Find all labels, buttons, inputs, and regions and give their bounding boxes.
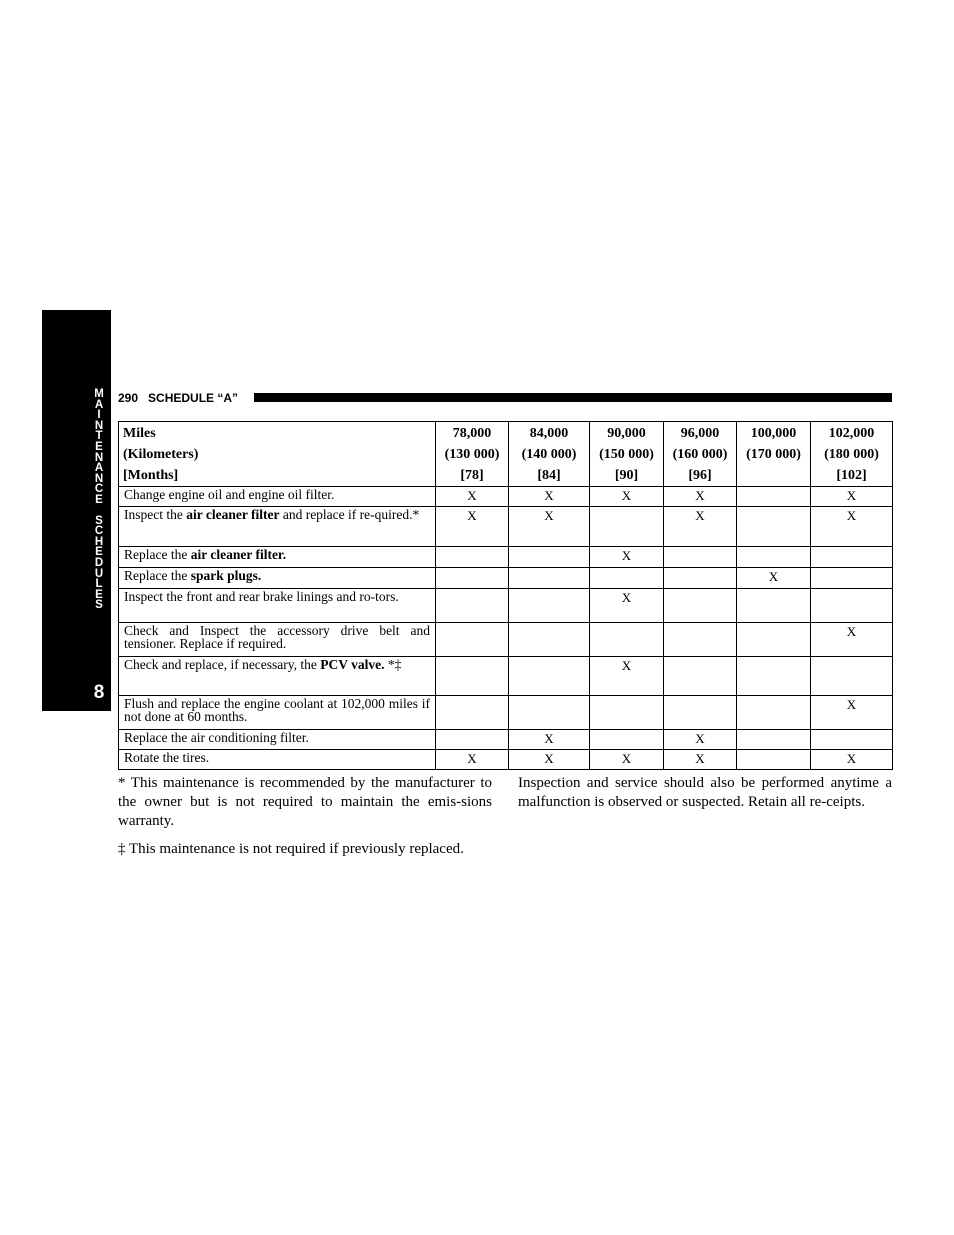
schedule-row <box>119 487 893 507</box>
schedule-row <box>119 696 893 730</box>
tab-letter: S <box>95 514 103 527</box>
service-mark <box>664 657 737 696</box>
service-description <box>119 589 436 623</box>
service-mark: X <box>811 696 893 730</box>
service-mark <box>811 568 893 589</box>
tab-letter: N <box>94 472 104 485</box>
service-text: *‡ <box>384 657 402 672</box>
service-mark <box>436 696 509 730</box>
service-mark <box>737 657 811 696</box>
service-mark <box>737 750 811 770</box>
service-description <box>119 487 436 507</box>
tab-letter: A <box>94 462 104 475</box>
service-text: Flush and replace the engine coolant at 102,000 miles if not done at 60 months. <box>124 696 430 724</box>
section-tab-label <box>90 389 108 611</box>
tab-letter: N <box>94 419 104 432</box>
tab-letter: C <box>94 483 104 496</box>
tab-letter: T <box>95 430 103 443</box>
interval-column-header: 84,000 (140 000) [84] <box>509 422 590 487</box>
service-description <box>119 657 436 696</box>
service-mark <box>436 568 509 589</box>
kilometers-label: (Kilometers) <box>123 447 199 462</box>
service-mark: X <box>811 623 893 657</box>
service-text: Check and replace, if necessary, the <box>124 657 321 672</box>
interval-column-header: 102,000 (180 000) [102] <box>811 422 893 487</box>
service-mark: X <box>436 507 509 547</box>
tab-letter: E <box>95 588 103 601</box>
service-mark: X <box>509 750 590 770</box>
tab-letter: E <box>95 440 103 453</box>
maintenance-schedule-table <box>118 421 893 770</box>
service-mark: X <box>509 730 590 750</box>
service-mark: X <box>811 507 893 547</box>
interval-label-cell <box>119 422 436 487</box>
tab-letter: L <box>95 578 103 591</box>
tab-letter: M <box>94 388 104 400</box>
service-text: Change engine oil and engine oil filter. <box>124 487 335 502</box>
inspection-note: Inspection and service should also be performed anytime a malfunction is observed or suspected. Retain all re-ceipts. <box>518 775 892 810</box>
schedule-row <box>119 589 893 623</box>
service-mark <box>811 657 893 696</box>
service-mark <box>737 487 811 507</box>
service-text: Inspect the front and rear brake linings and ro-tors. <box>124 589 399 604</box>
tab-letter: N <box>94 451 104 464</box>
service-description <box>119 623 436 657</box>
service-mark <box>590 696 664 730</box>
service-mark <box>509 547 590 568</box>
service-text: Check and Inspect the accessory drive belt and tensioner. Replace if required. <box>124 623 430 651</box>
service-description <box>119 547 436 568</box>
schedule-row <box>119 730 893 750</box>
service-description <box>119 507 436 547</box>
header-rule <box>254 393 892 402</box>
service-mark <box>737 507 811 547</box>
tab-letter: A <box>94 398 104 411</box>
service-mark: X <box>664 507 737 547</box>
footnote-asterisk: * This maintenance is recommended by the manufacturer to the owner but is not required to maintain the emis-sions warranty. <box>118 775 492 829</box>
service-mark <box>436 589 509 623</box>
service-description <box>119 750 436 770</box>
service-mark <box>664 568 737 589</box>
service-mark <box>436 657 509 696</box>
schedule-row <box>119 623 893 657</box>
service-mark: X <box>436 487 509 507</box>
service-mark <box>590 568 664 589</box>
service-mark <box>590 507 664 547</box>
service-mark <box>436 623 509 657</box>
service-mark <box>436 730 509 750</box>
service-mark <box>509 589 590 623</box>
service-mark: X <box>737 568 811 589</box>
schedule-row <box>119 657 893 696</box>
schedule-row <box>119 750 893 770</box>
interval-column-header: 100,000 (170 000) <box>737 422 811 487</box>
tab-letter: I <box>97 409 101 422</box>
service-emphasis: spark plugs. <box>190 568 262 583</box>
service-mark <box>590 730 664 750</box>
schedule-row <box>119 547 893 568</box>
interval-column-header: 96,000 (160 000) [96] <box>664 422 737 487</box>
service-mark <box>811 589 893 623</box>
table-header-row <box>119 422 893 487</box>
section-tab-number: 8 <box>93 682 105 703</box>
service-mark: X <box>811 487 893 507</box>
service-mark <box>664 547 737 568</box>
service-mark <box>590 623 664 657</box>
service-mark <box>737 623 811 657</box>
service-mark: X <box>436 750 509 770</box>
tab-letter: U <box>94 567 104 580</box>
page-header <box>118 390 892 406</box>
service-mark: X <box>590 657 664 696</box>
tab-letter: C <box>94 525 104 538</box>
schedule-row <box>119 507 893 547</box>
page-number: 290 <box>118 391 139 405</box>
service-text: Inspect the <box>124 507 187 522</box>
page-title: SCHEDULE “A” <box>148 391 239 405</box>
service-emphasis: PCV valve. <box>320 657 385 672</box>
service-mark <box>664 589 737 623</box>
service-mark <box>509 623 590 657</box>
schedule-row <box>119 568 893 589</box>
service-mark: X <box>590 589 664 623</box>
tab-letter: E <box>95 493 103 506</box>
service-text: Replace the <box>124 568 191 583</box>
service-mark: X <box>664 730 737 750</box>
service-mark <box>664 696 737 730</box>
service-mark: X <box>664 487 737 507</box>
service-mark: X <box>590 547 664 568</box>
service-mark <box>737 589 811 623</box>
months-label: [Months] <box>123 468 179 483</box>
service-description <box>119 568 436 589</box>
interval-column-header: 90,000 (150 000) [90] <box>590 422 664 487</box>
service-mark <box>509 657 590 696</box>
service-description <box>119 730 436 750</box>
miles-label: Miles <box>123 426 156 441</box>
tab-letter: S <box>95 599 103 612</box>
service-emphasis: air cleaner filter <box>186 507 280 522</box>
service-mark: X <box>509 507 590 547</box>
service-mark <box>737 547 811 568</box>
service-text: Rotate the tires. <box>124 750 210 765</box>
service-mark: X <box>509 487 590 507</box>
service-mark: X <box>664 750 737 770</box>
service-mark: X <box>590 750 664 770</box>
service-mark <box>737 696 811 730</box>
tab-letter: D <box>94 556 104 569</box>
service-mark <box>664 623 737 657</box>
service-mark <box>811 730 893 750</box>
service-mark <box>509 568 590 589</box>
tab-letter: H <box>94 535 104 548</box>
service-mark: X <box>811 750 893 770</box>
footnote-double-dagger: ‡ This maintenance is not required if previously replaced. <box>118 841 464 857</box>
service-emphasis: air cleaner filter. <box>190 547 287 562</box>
service-mark <box>737 730 811 750</box>
service-text: and replace if re-quired.* <box>279 507 420 522</box>
service-text: Replace the <box>124 547 191 562</box>
service-mark <box>509 696 590 730</box>
service-mark <box>811 547 893 568</box>
service-mark <box>436 547 509 568</box>
service-text: Replace the air conditioning filter. <box>124 730 309 745</box>
tab-letter: E <box>95 546 103 559</box>
interval-column-header: 78,000 (130 000) [78] <box>436 422 509 487</box>
service-description <box>119 696 436 730</box>
service-mark: X <box>590 487 664 507</box>
